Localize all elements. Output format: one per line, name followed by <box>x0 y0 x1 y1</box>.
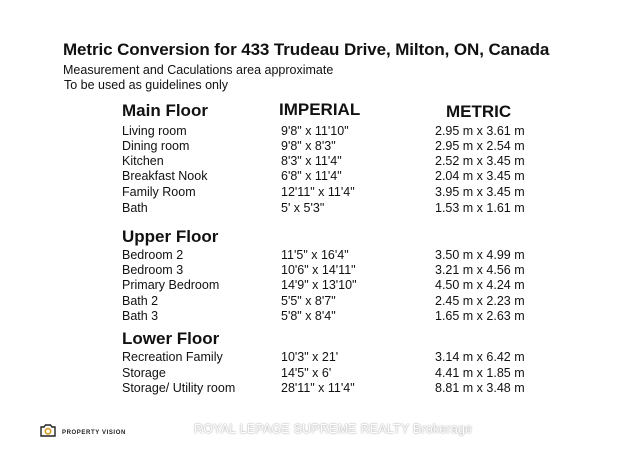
room-metric: 2.95 m x 2.54 m <box>435 139 525 153</box>
room-metric: 1.65 m x 2.63 m <box>435 309 525 323</box>
table-row <box>122 154 542 169</box>
room-name: Primary Bedroom <box>122 278 220 292</box>
table-row <box>122 248 542 263</box>
room-imperial: 28'11" x 11'4" <box>281 381 355 395</box>
room-imperial: 6'8" x 11'4" <box>281 169 342 183</box>
room-imperial: 12'11" x 11'4" <box>281 185 355 199</box>
room-imperial: 5' x 5'3" <box>281 201 325 215</box>
table-row <box>122 278 542 293</box>
room-metric: 4.50 m x 4.24 m <box>435 278 525 292</box>
room-metric: 2.95 m x 3.61 m <box>435 124 525 138</box>
room-metric: 3.14 m x 6.42 m <box>435 350 525 364</box>
table-row <box>122 139 542 154</box>
table-row <box>122 309 542 324</box>
room-imperial: 10'6" x 14'11" <box>281 263 356 277</box>
room-metric: 3.95 m x 3.45 m <box>435 185 525 199</box>
table-row <box>122 263 542 278</box>
room-imperial: 9'8" x 11'10" <box>281 124 349 138</box>
table-row <box>122 350 542 365</box>
column-header-imperial: IMPERIAL <box>279 100 361 119</box>
room-imperial: 5'5" x 8'7" <box>281 294 336 308</box>
room-name: Bedroom 2 <box>122 248 184 262</box>
room-imperial: 8'3" x 11'4" <box>281 154 342 168</box>
room-name: Breakfast Nook <box>122 169 208 183</box>
logo-text: PROPERTY VISION <box>62 429 126 436</box>
room-name: Family Room <box>122 185 196 199</box>
table-row <box>122 124 542 139</box>
room-name: Bath 2 <box>122 294 159 308</box>
room-metric: 4.41 m x 1.85 m <box>435 366 525 380</box>
room-imperial: 14'5" x 6' <box>281 366 332 380</box>
table-row <box>122 169 542 184</box>
table-row <box>122 185 542 200</box>
room-imperial: 10'3" x 21' <box>281 350 339 364</box>
room-metric: 2.04 m x 3.45 m <box>435 169 525 183</box>
page-title: Metric Conversion for 433 Trudeau Drive, Milton, ON, Canada <box>63 40 550 59</box>
room-name: Kitchen <box>122 154 164 168</box>
room-imperial: 14'9" x 13'10" <box>281 278 357 292</box>
room-imperial: 9'8" x 8'3" <box>281 139 336 153</box>
table-row <box>122 366 542 381</box>
subtitle-guidelines: To be used as guidelines only <box>64 78 229 92</box>
room-metric: 3.21 m x 4.56 m <box>435 263 525 277</box>
section-heading-lower-floor: Lower Floor <box>122 329 220 348</box>
room-metric: 8.81 m x 3.48 m <box>435 381 525 395</box>
room-metric: 2.45 m x 2.23 m <box>435 294 525 308</box>
room-name: Living room <box>122 124 187 138</box>
column-header-metric: METRIC <box>446 102 512 121</box>
brokerage-watermark: ROYAL LEPAGE SUPREME REALTY Brokerage <box>194 422 473 436</box>
room-name: Recreation Family <box>122 350 223 364</box>
room-metric: 1.53 m x 1.61 m <box>435 201 525 215</box>
property-vision-logo <box>40 423 126 442</box>
room-metric: 2.52 m x 3.45 m <box>435 154 525 168</box>
room-name: Dining room <box>122 139 190 153</box>
room-name: Bath 3 <box>122 309 159 323</box>
subtitle-disclaimer: Measurement and Caculations area approximate <box>63 63 334 77</box>
table-row <box>122 201 542 216</box>
room-name: Storage <box>122 366 166 380</box>
room-imperial: 5'8" x 8'4" <box>281 309 336 323</box>
room-metric: 3.50 m x 4.99 m <box>435 248 525 262</box>
table-row <box>122 294 542 309</box>
room-name: Bath <box>122 201 148 215</box>
room-imperial: 11'5" x 16'4" <box>281 248 349 262</box>
section-heading-main-floor: Main Floor <box>122 101 208 120</box>
room-name: Storage/ Utility room <box>122 381 236 395</box>
table-row <box>122 381 542 396</box>
section-heading-upper-floor: Upper Floor <box>122 227 219 246</box>
room-name: Bedroom 3 <box>122 263 184 277</box>
camera-icon <box>40 423 56 442</box>
